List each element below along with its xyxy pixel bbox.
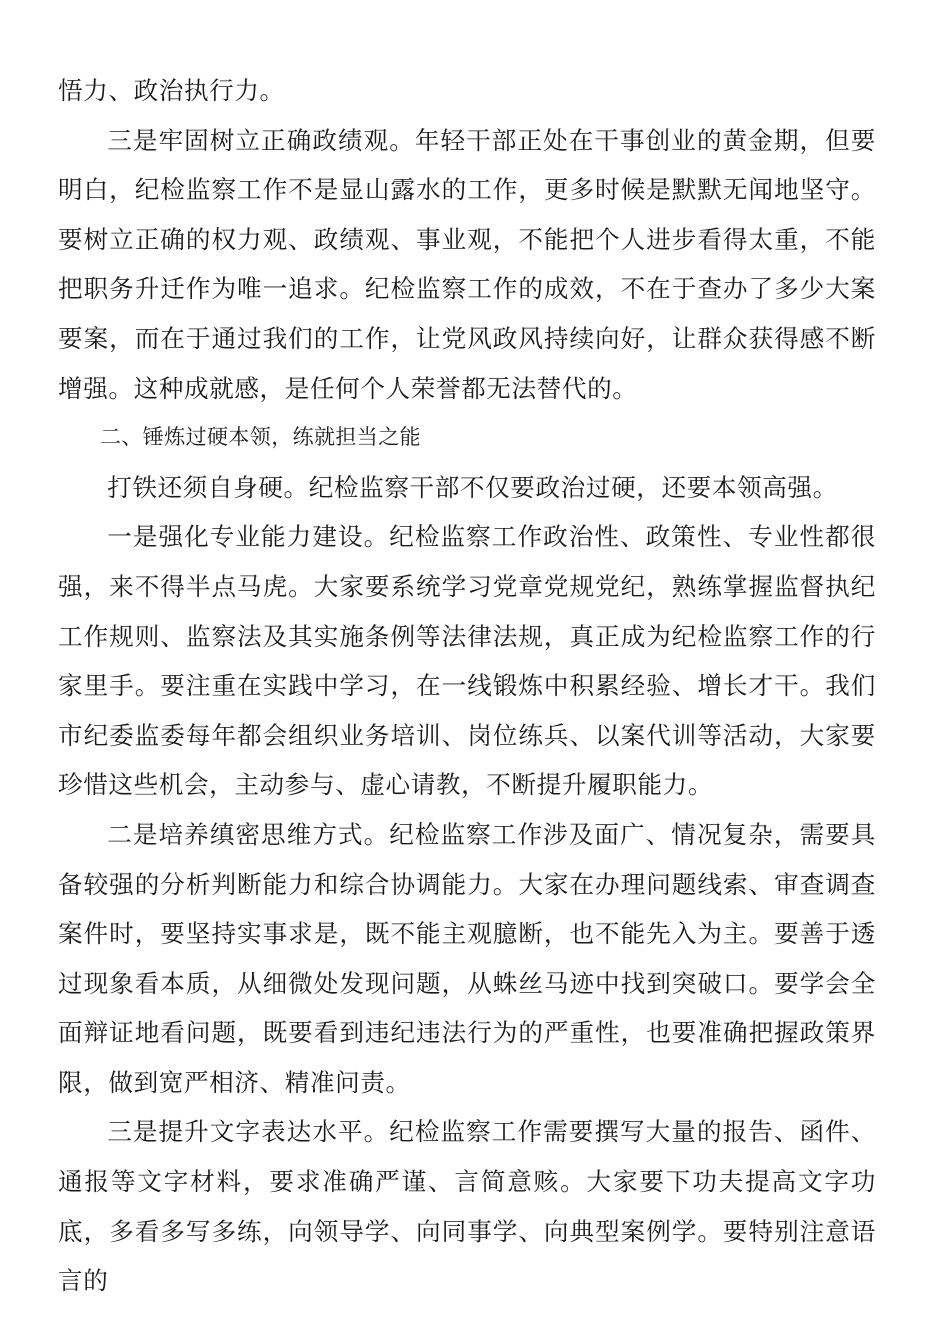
paragraph-writing-skill: 三是提升文字表达水平。纪检监察工作需要撰写大量的报告、函件、通报等文字材料，要求准确严谨、言简意赅。大家要下功夫提高文字功底，多看多写多练，向领导学、向同事学、向典型案例学。要特别注意语言的 xyxy=(58,1117,876,1296)
paragraph-professional-ability: 一是强化专业能力建设。纪检监察工作政治性、政策性、专业性都很强，来不得半点马虎。大家要系统学习党章党规党纪，熟练掌握监督执纪工作规则、监察法及其实施条例等法律法规，真正成为纪检监察工作的行家里手。要注重在实践中学习，在一线锻炼中积累经验、增长才干。我们市纪委监委每年都会组织业务培训、岗位练兵、以案代训等活动，大家要珍惜这些机会，主动参与、虚心请教，不断提升履职能力。 xyxy=(58,522,876,800)
paragraph-intro: 打铁还须自身硬。纪检监察干部不仅要政治过硬，还要本领高强。 xyxy=(107,472,838,502)
paragraph-thinking-method: 二是培养缜密思维方式。纪检监察工作涉及面广、情况复杂，需要具备较强的分析判断能力和综合协调能力。大家在办理问题线索、审查调查案件时，要坚持实事求是，既不能主观臆断，也不能先入为主。要善于透过现象看本质，从细微处发现问题，从蛛丝马迹中找到突破口。要学会全面辩证地看问题，既要看到违纪违法行为的严重性，也要准确把握政策界限，做到宽严相济、精准问责。 xyxy=(58,819,876,1097)
paragraph-performance-view: 三是牢固树立正确政绩观。年轻干部正处在干事创业的黄金期，但要明白，纪检监察工作不是显山露水的工作，更多时候是默默无闻地坚守。要树立正确的权力观、政绩观、事业观，不能把个人进步看得太重，不能把职务升迁作为唯一追求。纪检监察工作的成效，不在于查办了多少大案要案，而在于通过我们的工作，让党风政风持续向好，让群众获得感不断增强。这种成就感，是任何个人荣誉都无法替代的。 xyxy=(58,125,876,403)
document-page xyxy=(58,66,876,1306)
paragraph-continued: 悟力、政治执行力。 xyxy=(58,76,285,105)
section-heading: 二、锤炼过硬本领，练就担当之能 xyxy=(100,425,421,450)
